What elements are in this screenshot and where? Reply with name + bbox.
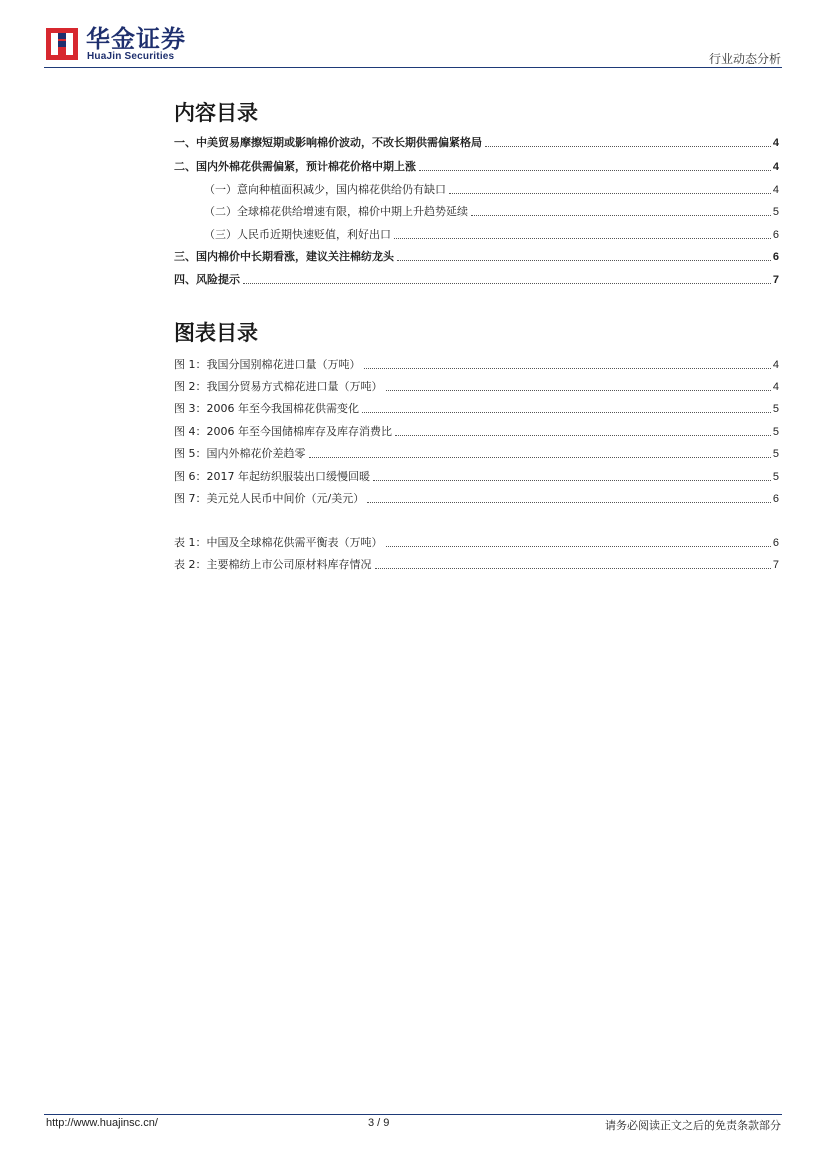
figure-entry[interactable] [174, 445, 779, 461]
report-type: 行业动态分析 [708, 52, 781, 66]
header-divider [44, 67, 782, 68]
leader-dots [449, 193, 771, 194]
toc-subentry[interactable] [204, 203, 779, 219]
footer-url[interactable]: http://www.huajinsc.cn/ [46, 1117, 158, 1129]
toc-subentry[interactable] [204, 226, 779, 242]
figure-entry-page: 5 [772, 448, 779, 460]
table-entry[interactable] [174, 556, 779, 572]
table-entry-page: 6 [772, 537, 779, 549]
toc-entry-label: 一、中美贸易摩擦短期或影响棉价波动，不改长期供需偏紧格局 [174, 136, 482, 149]
toc-entry[interactable] [174, 271, 779, 287]
toc-entry-label: （三）人民币近期快速贬值，利好出口 [204, 228, 391, 241]
figure-entry-label: 图 2：我国分贸易方式棉花进口量（万吨） [174, 380, 383, 393]
toc-entry-page: 7 [772, 274, 779, 286]
page-indicator: 3 / 9 [368, 1117, 390, 1129]
table-entry-label: 表 2：主要棉纺上市公司原材料库存情况 [174, 558, 372, 571]
leader-dots [397, 260, 771, 261]
leader-dots [367, 502, 771, 503]
toc-entry[interactable] [174, 158, 779, 174]
figure-entry[interactable] [174, 423, 779, 439]
leader-dots [419, 170, 771, 171]
page-header [0, 0, 827, 70]
figure-toc-title: 图表目录 [174, 321, 258, 345]
table-entry-label: 表 1：中国及全球棉花供需平衡表（万吨） [174, 536, 383, 549]
figure-entry[interactable] [174, 468, 779, 484]
figure-entry[interactable] [174, 400, 779, 416]
footer-disclaimer: 请务必阅读正文之后的免责条款部分 [605, 1119, 781, 1132]
toc-entry-label: （二）全球棉花供给增速有限，棉价中期上升趋势延续 [204, 205, 468, 218]
figure-entry-page: 6 [772, 493, 779, 505]
figure-entry-label: 图 6：2017 年起纺织服装出口缓慢回暖 [174, 470, 370, 483]
leader-dots [309, 457, 771, 458]
figure-entry-label: 图 4：2006 年至今国储棉库存及库存消费比 [174, 425, 392, 438]
figure-entry-label: 图 1：我国分国别棉花进口量（万吨） [174, 358, 361, 371]
footer-divider [44, 1114, 782, 1115]
toc-entry-page: 6 [772, 229, 779, 241]
figure-entry-label: 图 3：2006 年至今我国棉花供需变化 [174, 402, 359, 415]
table-entry[interactable] [174, 534, 779, 550]
leader-dots [373, 480, 771, 481]
figure-entry-label: 图 7：美元兑人民币中间价（元/美元） [174, 492, 365, 505]
brand-name-cn: 华金证券 [86, 25, 186, 53]
table-entry-page: 7 [772, 559, 779, 571]
toc-entry-page: 4 [772, 161, 779, 173]
leader-dots [485, 146, 771, 147]
figure-entry-page: 5 [772, 403, 779, 415]
leader-dots [395, 435, 771, 436]
leader-dots [386, 546, 771, 547]
figure-entry-label: 图 5：国内外棉花价差趋零 [174, 447, 306, 460]
content-toc-title: 内容目录 [174, 101, 258, 125]
toc-entry-label: 四、风险提示 [174, 273, 240, 286]
toc-entry-page: 6 [772, 251, 779, 263]
huajin-logo-icon [46, 28, 78, 60]
figure-entry-page: 4 [772, 359, 779, 371]
leader-dots [394, 238, 771, 239]
leader-dots [386, 390, 771, 391]
figure-entry[interactable] [174, 378, 779, 394]
figure-entry[interactable] [174, 356, 779, 372]
toc-entry-page: 4 [772, 184, 779, 196]
figure-entry-page: 5 [772, 426, 779, 438]
figure-entry[interactable] [174, 490, 779, 506]
toc-subentry[interactable] [204, 181, 779, 197]
brand-name-en: HuaJin Securities [87, 51, 175, 62]
figure-entry-page: 5 [772, 471, 779, 483]
toc-entry[interactable] [174, 248, 779, 264]
toc-entry[interactable] [174, 134, 779, 150]
toc-entry-page: 4 [772, 137, 779, 149]
toc-entry-label: 二、国内外棉花供需偏紧，预计棉花价格中期上涨 [174, 160, 416, 173]
leader-dots [362, 412, 771, 413]
leader-dots [243, 283, 771, 284]
leader-dots [364, 368, 771, 369]
toc-entry-page: 5 [772, 206, 779, 218]
toc-entry-label: （一）意向种植面积减少，国内棉花供给仍有缺口 [204, 183, 446, 196]
toc-entry-label: 三、国内棉价中长期看涨，建议关注棉纺龙头 [174, 250, 394, 263]
leader-dots [375, 568, 771, 569]
figure-entry-page: 4 [772, 381, 779, 393]
leader-dots [471, 215, 771, 216]
